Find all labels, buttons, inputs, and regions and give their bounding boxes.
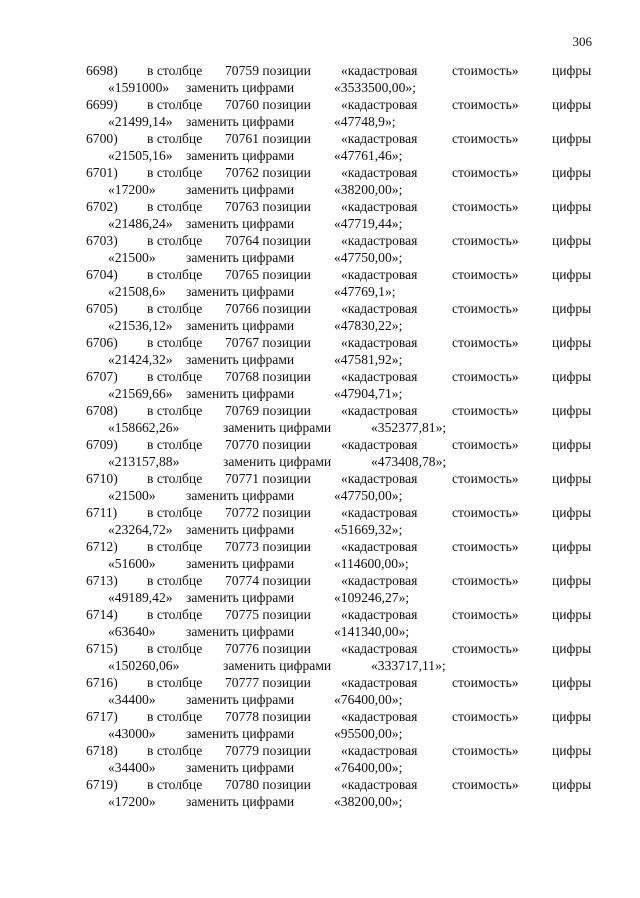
digits-word: цифры bbox=[552, 641, 592, 656]
cadastral-word: «кадастровая bbox=[341, 607, 418, 622]
old-value: «51600» bbox=[108, 556, 156, 571]
position-phrase: 70771 позиции bbox=[225, 471, 311, 486]
new-value: «109246,27»; bbox=[334, 590, 410, 605]
old-value: «21569,66» bbox=[108, 386, 173, 401]
position-phrase: 70775 позиции bbox=[225, 607, 311, 622]
replace-phrase: заменить цифрами bbox=[186, 624, 295, 639]
position-phrase: 70766 позиции bbox=[225, 301, 311, 316]
list-item bbox=[0, 504, 640, 538]
entry-line-1 bbox=[0, 538, 640, 555]
cost-word: стоимость» bbox=[452, 539, 519, 554]
digits-word: цифры bbox=[552, 403, 592, 418]
item-number: 6708) bbox=[86, 403, 118, 418]
entry-line-2 bbox=[0, 589, 640, 606]
cost-word: стоимость» bbox=[452, 607, 519, 622]
list-item bbox=[0, 436, 640, 470]
column-phrase: в столбце bbox=[147, 641, 203, 656]
cadastral-word: «кадастровая bbox=[341, 437, 418, 452]
digits-word: цифры bbox=[552, 743, 592, 758]
digits-word: цифры bbox=[552, 505, 592, 520]
digits-word: цифры bbox=[552, 267, 592, 282]
old-value: «158662,26» bbox=[108, 420, 180, 435]
replace-phrase: заменить цифрами bbox=[186, 726, 295, 741]
item-number: 6707) bbox=[86, 369, 118, 384]
entry-line-1 bbox=[0, 776, 640, 793]
cadastral-word: «кадастровая bbox=[341, 165, 418, 180]
new-value: «47748,9»; bbox=[334, 114, 396, 129]
position-phrase: 70779 позиции bbox=[225, 743, 311, 758]
old-value: «23264,72» bbox=[108, 522, 173, 537]
old-value: «63640» bbox=[108, 624, 156, 639]
old-value: «1591000» bbox=[108, 80, 170, 95]
entry-line-1 bbox=[0, 266, 640, 283]
item-number: 6715) bbox=[86, 641, 118, 656]
new-value: «47904,71»; bbox=[334, 386, 403, 401]
old-value: «34400» bbox=[108, 760, 156, 775]
entry-line-1 bbox=[0, 470, 640, 487]
item-number: 6704) bbox=[86, 267, 118, 282]
digits-word: цифры bbox=[552, 97, 592, 112]
list-item bbox=[0, 368, 640, 402]
list-item bbox=[0, 164, 640, 198]
new-value: «47750,00»; bbox=[334, 488, 403, 503]
column-phrase: в столбце bbox=[147, 97, 203, 112]
cadastral-word: «кадастровая bbox=[341, 743, 418, 758]
digits-word: цифры bbox=[552, 777, 592, 792]
old-value: «21486,24» bbox=[108, 216, 173, 231]
new-value: «114600,00»; bbox=[334, 556, 409, 571]
old-value: «21499,14» bbox=[108, 114, 173, 129]
position-phrase: 70768 позиции bbox=[225, 369, 311, 384]
entry-line-1 bbox=[0, 198, 640, 215]
list-item bbox=[0, 674, 640, 708]
cost-word: стоимость» bbox=[452, 573, 519, 588]
new-value: «47581,92»; bbox=[334, 352, 403, 367]
old-value: «21500» bbox=[108, 488, 156, 503]
replace-phrase: заменить цифрами bbox=[186, 148, 295, 163]
item-number: 6718) bbox=[86, 743, 118, 758]
replace-phrase: заменить цифрами bbox=[186, 590, 295, 605]
digits-word: цифры bbox=[552, 301, 592, 316]
list-item bbox=[0, 232, 640, 266]
position-phrase: 70773 позиции bbox=[225, 539, 311, 554]
entry-line-2 bbox=[0, 725, 640, 742]
entry-line-1 bbox=[0, 164, 640, 181]
column-phrase: в столбце bbox=[147, 709, 203, 724]
position-phrase: 70777 позиции bbox=[225, 675, 311, 690]
column-phrase: в столбце bbox=[147, 63, 203, 78]
new-value: «38200,00»; bbox=[334, 794, 403, 809]
replace-phrase: заменить цифрами bbox=[186, 386, 295, 401]
new-value: «47761,46»; bbox=[334, 148, 403, 163]
column-phrase: в столбце bbox=[147, 573, 203, 588]
entry-line-2 bbox=[0, 283, 640, 300]
item-number: 6702) bbox=[86, 199, 118, 214]
list-item bbox=[0, 266, 640, 300]
digits-word: цифры bbox=[552, 165, 592, 180]
replace-phrase: заменить цифрами bbox=[186, 692, 295, 707]
cost-word: стоимость» bbox=[452, 777, 519, 792]
cadastral-word: «кадастровая bbox=[341, 709, 418, 724]
cost-word: стоимость» bbox=[452, 709, 519, 724]
column-phrase: в столбце bbox=[147, 505, 203, 520]
new-value: «95500,00»; bbox=[334, 726, 403, 741]
cost-word: стоимость» bbox=[452, 131, 519, 146]
old-value: «43000» bbox=[108, 726, 156, 741]
replace-phrase: заменить цифрами bbox=[186, 216, 295, 231]
cadastral-word: «кадастровая bbox=[341, 641, 418, 656]
new-value: «76400,00»; bbox=[334, 760, 403, 775]
entry-line-2 bbox=[0, 385, 640, 402]
cadastral-word: «кадастровая bbox=[341, 97, 418, 112]
entry-line-2 bbox=[0, 113, 640, 130]
position-phrase: 70774 позиции bbox=[225, 573, 311, 588]
cadastral-word: «кадастровая bbox=[341, 369, 418, 384]
item-number: 6712) bbox=[86, 539, 118, 554]
entry-line-2 bbox=[0, 351, 640, 368]
entry-line-1 bbox=[0, 504, 640, 521]
cadastral-word: «кадастровая bbox=[341, 471, 418, 486]
old-value: «34400» bbox=[108, 692, 156, 707]
column-phrase: в столбце bbox=[147, 675, 203, 690]
old-value: «21500» bbox=[108, 250, 156, 265]
new-value: «333717,11»; bbox=[371, 658, 446, 673]
entry-line-2 bbox=[0, 79, 640, 96]
item-number: 6700) bbox=[86, 131, 118, 146]
entry-line-1 bbox=[0, 640, 640, 657]
position-phrase: 70776 позиции bbox=[225, 641, 311, 656]
cost-word: стоимость» bbox=[452, 403, 519, 418]
cost-word: стоимость» bbox=[452, 641, 519, 656]
cost-word: стоимость» bbox=[452, 743, 519, 758]
position-phrase: 70767 позиции bbox=[225, 335, 311, 350]
entry-line-1 bbox=[0, 96, 640, 113]
old-value: «17200» bbox=[108, 182, 156, 197]
entry-line-2 bbox=[0, 147, 640, 164]
column-phrase: в столбце bbox=[147, 233, 203, 248]
entry-line-2 bbox=[0, 657, 640, 674]
column-phrase: в столбце bbox=[147, 743, 203, 758]
column-phrase: в столбце bbox=[147, 335, 203, 350]
cadastral-word: «кадастровая bbox=[341, 131, 418, 146]
list-item bbox=[0, 606, 640, 640]
cost-word: стоимость» bbox=[452, 369, 519, 384]
position-phrase: 70765 позиции bbox=[225, 267, 311, 282]
digits-word: цифры bbox=[552, 607, 592, 622]
item-number: 6709) bbox=[86, 437, 118, 452]
item-number: 6699) bbox=[86, 97, 118, 112]
cost-word: стоимость» bbox=[452, 165, 519, 180]
old-value: «150260,06» bbox=[108, 658, 180, 673]
list-item bbox=[0, 572, 640, 606]
list-item bbox=[0, 96, 640, 130]
position-phrase: 70762 позиции bbox=[225, 165, 311, 180]
entry-line-1 bbox=[0, 368, 640, 385]
entry-line-1 bbox=[0, 674, 640, 691]
entry-line-2 bbox=[0, 487, 640, 504]
cadastral-word: «кадастровая bbox=[341, 777, 418, 792]
position-phrase: 70769 позиции bbox=[225, 403, 311, 418]
item-number: 6713) bbox=[86, 573, 118, 588]
entry-line-2 bbox=[0, 691, 640, 708]
column-phrase: в столбце bbox=[147, 471, 203, 486]
digits-word: цифры bbox=[552, 471, 592, 486]
replace-phrase: заменить цифрами bbox=[186, 284, 295, 299]
entry-line-2 bbox=[0, 793, 640, 810]
cost-word: стоимость» bbox=[452, 437, 519, 452]
replace-phrase: заменить цифрами bbox=[186, 114, 295, 129]
digits-word: цифры bbox=[552, 675, 592, 690]
entry-line-2 bbox=[0, 317, 640, 334]
list-item bbox=[0, 198, 640, 232]
entry-line-2 bbox=[0, 521, 640, 538]
entry-line-2 bbox=[0, 215, 640, 232]
item-number: 6698) bbox=[86, 63, 118, 78]
position-phrase: 70764 позиции bbox=[225, 233, 311, 248]
replace-phrase: заменить цифрами bbox=[186, 318, 295, 333]
position-phrase: 70780 позиции bbox=[225, 777, 311, 792]
cadastral-word: «кадастровая bbox=[341, 267, 418, 282]
entry-line-1 bbox=[0, 606, 640, 623]
column-phrase: в столбце bbox=[147, 607, 203, 622]
list-item bbox=[0, 470, 640, 504]
entry-line-2 bbox=[0, 453, 640, 470]
position-phrase: 70770 позиции bbox=[225, 437, 311, 452]
replace-phrase: заменить цифрами bbox=[186, 488, 295, 503]
item-number: 6716) bbox=[86, 675, 118, 690]
new-value: «47750,00»; bbox=[334, 250, 403, 265]
new-value: «47719,44»; bbox=[334, 216, 403, 231]
item-number: 6706) bbox=[86, 335, 118, 350]
replace-phrase: заменить цифрами bbox=[223, 658, 332, 673]
item-number: 6710) bbox=[86, 471, 118, 486]
column-phrase: в столбце bbox=[147, 165, 203, 180]
replace-phrase: заменить цифрами bbox=[186, 352, 295, 367]
digits-word: цифры bbox=[552, 709, 592, 724]
entry-line-1 bbox=[0, 436, 640, 453]
entry-line-1 bbox=[0, 300, 640, 317]
column-phrase: в столбце bbox=[147, 131, 203, 146]
digits-word: цифры bbox=[552, 63, 592, 78]
list-item bbox=[0, 62, 640, 96]
column-phrase: в столбце bbox=[147, 403, 203, 418]
list-item bbox=[0, 334, 640, 368]
new-value: «38200,00»; bbox=[334, 182, 403, 197]
entry-line-2 bbox=[0, 249, 640, 266]
old-value: «21424,32» bbox=[108, 352, 173, 367]
item-number: 6714) bbox=[86, 607, 118, 622]
new-value: «3533500,00»; bbox=[334, 80, 416, 95]
list-item bbox=[0, 538, 640, 572]
digits-word: цифры bbox=[552, 573, 592, 588]
replace-phrase: заменить цифрами bbox=[186, 522, 295, 537]
page-number: 306 bbox=[572, 34, 592, 49]
cost-word: стоимость» bbox=[452, 505, 519, 520]
cadastral-word: «кадастровая bbox=[341, 301, 418, 316]
entry-line-1 bbox=[0, 572, 640, 589]
column-phrase: в столбце bbox=[147, 369, 203, 384]
new-value: «141340,00»; bbox=[334, 624, 410, 639]
new-value: «473408,78»; bbox=[371, 454, 447, 469]
cadastral-word: «кадастровая bbox=[341, 233, 418, 248]
replace-phrase: заменить цифрами bbox=[186, 182, 295, 197]
list-item bbox=[0, 300, 640, 334]
replace-phrase: заменить цифрами bbox=[186, 80, 295, 95]
entry-line-2 bbox=[0, 181, 640, 198]
amendment-list bbox=[0, 62, 640, 810]
entry-line-2 bbox=[0, 555, 640, 572]
old-value: «213157,88» bbox=[108, 454, 180, 469]
item-number: 6705) bbox=[86, 301, 118, 316]
list-item bbox=[0, 776, 640, 810]
new-value: «47769,1»; bbox=[334, 284, 396, 299]
position-phrase: 70763 позиции bbox=[225, 199, 311, 214]
cost-word: стоимость» bbox=[452, 301, 519, 316]
digits-word: цифры bbox=[552, 437, 592, 452]
column-phrase: в столбце bbox=[147, 267, 203, 282]
item-number: 6711) bbox=[86, 505, 118, 520]
old-value: «21505,16» bbox=[108, 148, 173, 163]
cost-word: стоимость» bbox=[452, 63, 519, 78]
cadastral-word: «кадастровая bbox=[341, 403, 418, 418]
new-value: «352377,81»; bbox=[371, 420, 447, 435]
column-phrase: в столбце bbox=[147, 777, 203, 792]
old-value: «21536,12» bbox=[108, 318, 173, 333]
cost-word: стоимость» bbox=[452, 233, 519, 248]
entry-line-2 bbox=[0, 623, 640, 640]
replace-phrase: заменить цифрами bbox=[186, 794, 295, 809]
digits-word: цифры bbox=[552, 131, 592, 146]
digits-word: цифры bbox=[552, 335, 592, 350]
list-item bbox=[0, 708, 640, 742]
item-number: 6717) bbox=[86, 709, 118, 724]
list-item bbox=[0, 640, 640, 674]
entry-line-1 bbox=[0, 130, 640, 147]
cost-word: стоимость» bbox=[452, 97, 519, 112]
entry-line-1 bbox=[0, 402, 640, 419]
position-phrase: 70760 позиции bbox=[225, 97, 311, 112]
digits-word: цифры bbox=[552, 233, 592, 248]
position-phrase: 70761 позиции bbox=[225, 131, 311, 146]
replace-phrase: заменить цифрами bbox=[186, 760, 295, 775]
cost-word: стоимость» bbox=[452, 267, 519, 282]
replace-phrase: заменить цифрами bbox=[186, 556, 295, 571]
entry-line-1 bbox=[0, 232, 640, 249]
cost-word: стоимость» bbox=[452, 471, 519, 486]
digits-word: цифры bbox=[552, 369, 592, 384]
entry-line-1 bbox=[0, 742, 640, 759]
replace-phrase: заменить цифрами bbox=[223, 454, 332, 469]
cadastral-word: «кадастровая bbox=[341, 505, 418, 520]
position-phrase: 70759 позиции bbox=[225, 63, 311, 78]
replace-phrase: заменить цифрами bbox=[186, 250, 295, 265]
column-phrase: в столбце bbox=[147, 539, 203, 554]
item-number: 6719) bbox=[86, 777, 118, 792]
new-value: «76400,00»; bbox=[334, 692, 403, 707]
cadastral-word: «кадастровая bbox=[341, 675, 418, 690]
position-phrase: 70778 позиции bbox=[225, 709, 311, 724]
item-number: 6703) bbox=[86, 233, 118, 248]
cost-word: стоимость» bbox=[452, 335, 519, 350]
entry-line-2 bbox=[0, 759, 640, 776]
digits-word: цифры bbox=[552, 539, 592, 554]
entry-line-1 bbox=[0, 708, 640, 725]
old-value: «21508,6» bbox=[108, 284, 166, 299]
column-phrase: в столбце bbox=[147, 437, 203, 452]
replace-phrase: заменить цифрами bbox=[223, 420, 332, 435]
item-number: 6701) bbox=[86, 165, 118, 180]
cadastral-word: «кадастровая bbox=[341, 335, 418, 350]
cadastral-word: «кадастровая bbox=[341, 539, 418, 554]
cadastral-word: «кадастровая bbox=[341, 63, 418, 78]
entry-line-2 bbox=[0, 419, 640, 436]
new-value: «47830,22»; bbox=[334, 318, 403, 333]
cost-word: стоимость» bbox=[452, 675, 519, 690]
list-item bbox=[0, 742, 640, 776]
position-phrase: 70772 позиции bbox=[225, 505, 311, 520]
entry-line-1 bbox=[0, 334, 640, 351]
list-item bbox=[0, 130, 640, 164]
old-value: «49189,42» bbox=[108, 590, 173, 605]
old-value: «17200» bbox=[108, 794, 156, 809]
cadastral-word: «кадастровая bbox=[341, 573, 418, 588]
column-phrase: в столбце bbox=[147, 301, 203, 316]
digits-word: цифры bbox=[552, 199, 592, 214]
cost-word: стоимость» bbox=[452, 199, 519, 214]
cadastral-word: «кадастровая bbox=[341, 199, 418, 214]
column-phrase: в столбце bbox=[147, 199, 203, 214]
new-value: «51669,32»; bbox=[334, 522, 403, 537]
entry-line-1 bbox=[0, 62, 640, 79]
list-item bbox=[0, 402, 640, 436]
